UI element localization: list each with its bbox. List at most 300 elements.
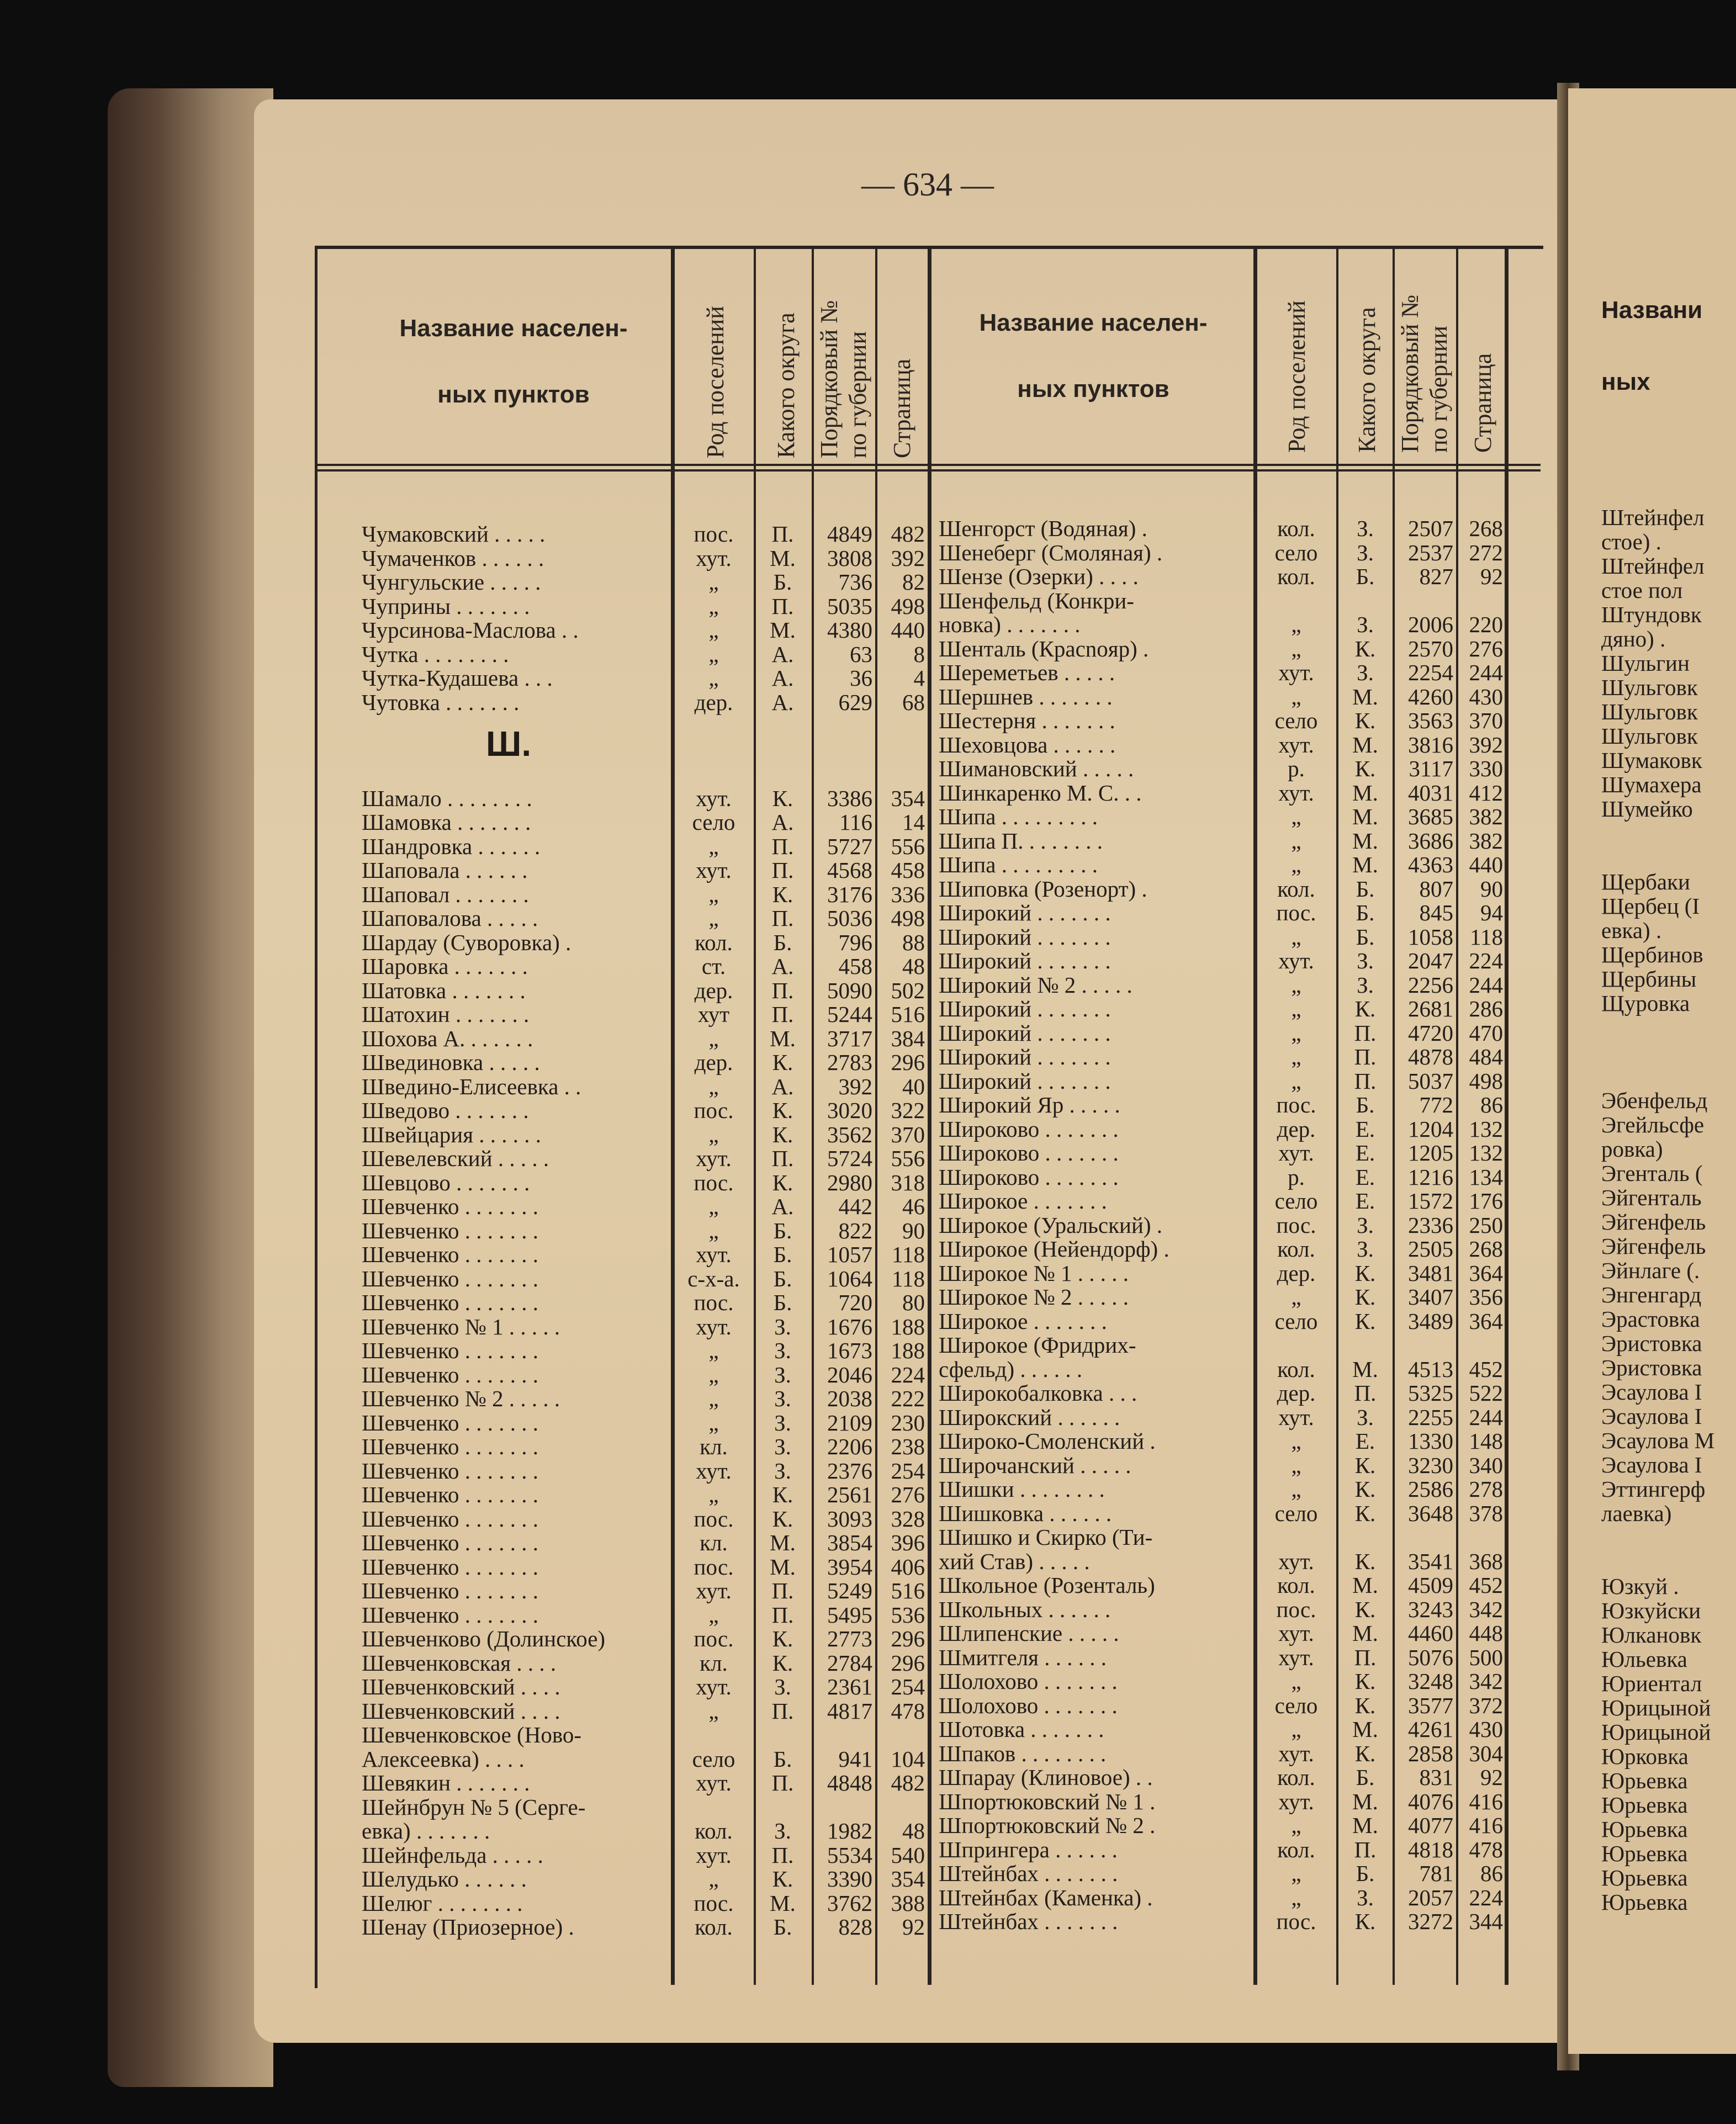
settlement-kind: „ [1291, 635, 1301, 661]
page-reference: 14 [902, 809, 925, 835]
district-code: З. [1357, 612, 1374, 637]
settlement-name: хий Став) . . . . . [939, 1548, 1090, 1574]
settlement-kind: пос. [694, 1098, 734, 1123]
settlement-name: Шелудько . . . . . . [362, 1866, 527, 1892]
serial-number: 2336 [1408, 1212, 1453, 1238]
serial-number: 1673 [827, 1338, 872, 1363]
page-reference: 342 [1469, 1669, 1503, 1694]
district-code: П. [771, 905, 794, 931]
page-reference: 354 [891, 1866, 925, 1892]
settlement-name: Шевченко . . . . . . . [362, 1530, 538, 1555]
page-reference: 176 [1469, 1188, 1503, 1214]
right-page-line: Эсаулова І [1601, 1452, 1702, 1477]
district-code: К. [1354, 1596, 1376, 1622]
settlement-kind: „ [1291, 852, 1301, 877]
right-page-line: Юрьевка [1601, 1768, 1688, 1793]
district-code: З. [774, 1313, 791, 1339]
settlement-kind: „ [1291, 1861, 1301, 1886]
serial-number: 4076 [1408, 1788, 1453, 1814]
settlement-kind: кол. [1277, 1572, 1315, 1598]
settlement-kind: „ [1291, 1884, 1301, 1910]
page-reference: 330 [1469, 756, 1503, 781]
settlement-name: Шевченко . . . . . . . [362, 1217, 538, 1243]
settlement-kind: пос. [694, 1169, 734, 1195]
serial-number: 1057 [827, 1242, 872, 1267]
right-page-line: Юзкуй . [1601, 1574, 1679, 1599]
settlement-name: Шпортюковский № 2 . [939, 1813, 1156, 1838]
settlement-name: Шенеберг (Смоляная) . [939, 539, 1163, 565]
page-reference: 370 [1469, 708, 1503, 733]
settlement-kind: „ [708, 1194, 719, 1219]
settlement-name: Чунгульские . . . . . [362, 569, 541, 595]
page-reference: 148 [1469, 1428, 1503, 1454]
district-code: М. [1352, 1788, 1378, 1814]
settlement-kind: хут. [1278, 1140, 1314, 1166]
table-rule-vertical [875, 246, 877, 1985]
district-code: Б. [773, 1746, 792, 1772]
settlement-kind: пос. [694, 1506, 734, 1532]
page-reference: 392 [891, 545, 925, 571]
page-reference: 268 [1469, 1236, 1503, 1262]
district-code: П. [771, 1578, 794, 1603]
district-code: М. [1352, 1356, 1378, 1382]
settlement-name: Шведино-Елисеевка . . [362, 1073, 581, 1099]
serial-number: 4817 [827, 1698, 872, 1724]
serial-number: 2047 [1408, 948, 1453, 973]
page-reference: 340 [1469, 1452, 1503, 1478]
serial-number: 941 [838, 1746, 872, 1772]
district-code: К. [1354, 1740, 1376, 1766]
settlement-name: Широкский . . . . . . [939, 1404, 1120, 1430]
district-code: А. [771, 809, 794, 835]
settlement-kind: хут. [696, 1458, 732, 1484]
page-reference: 86 [1480, 1092, 1503, 1117]
district-code: К. [772, 785, 793, 811]
settlement-name: Шинкаренко М. С. . . [939, 780, 1142, 806]
settlement-name: Шевченково (Долинское) [362, 1626, 606, 1651]
settlement-kind: хут. [696, 545, 732, 571]
right-page-header: Названи [1601, 296, 1703, 324]
page-reference: 516 [891, 1578, 925, 1603]
serial-number: 3577 [1408, 1692, 1453, 1718]
settlement-kind: „ [708, 1482, 719, 1507]
serial-number: 1982 [827, 1818, 872, 1844]
serial-number: 2537 [1408, 539, 1453, 565]
district-code: К. [1354, 1452, 1376, 1478]
settlement-name: Чумаченков . . . . . . [362, 545, 544, 571]
right-page-line: Энгенгард [1601, 1282, 1702, 1307]
serial-number: 3272 [1408, 1909, 1453, 1934]
serial-number: 4818 [1408, 1836, 1453, 1862]
settlement-kind: „ [1291, 828, 1301, 854]
settlement-kind: хут. [1278, 1788, 1314, 1814]
right-page-line: лаевка) [1601, 1501, 1672, 1526]
settlement-name: Шевченко . . . . . . . [362, 1362, 538, 1387]
district-code: А. [771, 689, 794, 715]
settlement-name: Шевченковская . . . . [362, 1650, 557, 1676]
serial-number: 3816 [1408, 732, 1453, 758]
serial-number: 4720 [1408, 1020, 1453, 1046]
district-code: К. [1354, 756, 1376, 781]
district-code: К. [1354, 1308, 1376, 1334]
settlement-name: Широкий Яр . . . . . [939, 1092, 1120, 1117]
right-page-line: Эйгенфель [1601, 1209, 1706, 1235]
serial-number: 5727 [827, 833, 872, 859]
settlement-kind: кол. [695, 929, 733, 955]
district-code: З. [1357, 1884, 1374, 1910]
page-number: — 634 — [861, 166, 994, 203]
district-code: К. [772, 1866, 793, 1892]
settlement-kind: хут. [1278, 1404, 1314, 1430]
settlement-name: Шипа П. . . . . . . . [939, 828, 1103, 854]
settlement-kind: „ [708, 833, 719, 859]
settlement-name: Шевченковское (Ново- [362, 1722, 582, 1747]
right-page-line: Эсаулова І [1601, 1379, 1702, 1405]
settlement-name: новка) . . . . . . . [939, 612, 1081, 637]
serial-number: 3230 [1408, 1452, 1453, 1478]
page-reference: 80 [902, 1290, 925, 1315]
district-code: Е. [1355, 1164, 1375, 1190]
settlement-name: Чумаковский . . . . . [362, 521, 546, 547]
right-page-header: ных [1601, 368, 1650, 395]
serial-number: 1216 [1408, 1164, 1453, 1190]
settlement-name: Шамало . . . . . . . . [362, 785, 532, 811]
settlement-name: Шершнев . . . . . . . [939, 684, 1113, 709]
settlement-kind: хут. [1278, 780, 1314, 806]
serial-number: 3685 [1408, 804, 1453, 829]
page-reference: 132 [1469, 1116, 1503, 1142]
serial-number: 781 [1419, 1861, 1453, 1886]
serial-number: 5037 [1408, 1068, 1453, 1094]
settlement-name: Широкое № 1 . . . . . [939, 1260, 1129, 1286]
settlement-kind: хут. [696, 1242, 732, 1267]
header-number-2: по губернии [844, 331, 871, 458]
district-code: П. [1354, 1068, 1377, 1094]
serial-number: 2681 [1408, 996, 1453, 1021]
settlement-kind: пос. [1276, 1092, 1316, 1117]
settlement-kind: хут. [1278, 732, 1314, 758]
page-reference: 498 [1469, 1068, 1503, 1094]
right-page-line: Эбенфельд [1601, 1088, 1708, 1113]
settlement-kind: „ [708, 1121, 719, 1147]
settlement-name: Шотовка . . . . . . . [939, 1717, 1104, 1742]
page-reference: 40 [902, 1073, 925, 1099]
settlement-name: Шаровка . . . . . . . [362, 954, 528, 979]
right-page-line: Шумахера [1601, 772, 1702, 797]
settlement-kind: кл. [700, 1434, 728, 1459]
right-page-line: Юрицыной [1601, 1695, 1711, 1720]
settlement-kind: „ [708, 881, 719, 907]
page-reference: 118 [892, 1265, 925, 1291]
right-page-line: Шумейко [1601, 796, 1693, 822]
district-code: А. [771, 641, 794, 667]
district-code: П. [771, 1698, 794, 1724]
page-reference: 224 [891, 1362, 925, 1387]
right-page-line: Юрковка [1601, 1744, 1689, 1769]
page-reference: 406 [891, 1554, 925, 1580]
page-reference: 118 [1470, 924, 1503, 950]
serial-number: 5724 [827, 1146, 872, 1171]
page-reference: 384 [891, 1025, 925, 1051]
settlement-name: Шевченковский . . . . [362, 1698, 560, 1724]
right-page-line: Щуровка [1601, 991, 1690, 1016]
page-reference: 244 [1469, 1404, 1503, 1430]
district-code: К. [772, 1506, 793, 1532]
settlement-kind: пос. [1276, 1596, 1316, 1622]
settlement-name: Шипа . . . . . . . . . [939, 804, 1098, 829]
serial-number: 3762 [827, 1890, 872, 1916]
district-code: К. [1354, 708, 1376, 733]
page-reference: 238 [891, 1434, 925, 1459]
settlement-name: Широкобалковка . . . [939, 1380, 1137, 1406]
page-reference: 276 [1469, 635, 1503, 661]
serial-number: 1058 [1408, 924, 1453, 950]
right-page-line: Эрастовка [1601, 1306, 1700, 1332]
settlement-name: Шевченко . . . . . . . [362, 1434, 538, 1459]
district-code: З. [774, 1818, 791, 1844]
table-rule-vertical [1336, 246, 1338, 1985]
settlement-name: Шейнбрун № 5 (Серге- [362, 1794, 586, 1820]
right-page-line: Эйгенфель [1601, 1233, 1706, 1259]
settlement-kind: „ [708, 1602, 719, 1628]
right-page-line: Шульговк [1601, 699, 1698, 724]
table-rule-vertical [1456, 246, 1458, 1985]
serial-number: 3020 [827, 1098, 872, 1123]
settlement-name: Широкое (Уральский) . [939, 1212, 1163, 1238]
page-reference: 470 [1469, 1020, 1503, 1046]
district-code: М. [1352, 1620, 1378, 1646]
serial-number: 3248 [1408, 1669, 1453, 1694]
settlement-kind: пос. [694, 1626, 734, 1651]
right-page-line: Юрьевка [1601, 1816, 1688, 1842]
district-code: К. [772, 881, 793, 907]
page-reference: 86 [1480, 1861, 1503, 1886]
right-page-line: Щербины [1601, 966, 1697, 992]
serial-number: 5249 [827, 1578, 872, 1603]
settlement-kind: село [1274, 1692, 1318, 1718]
district-code: Б. [1356, 564, 1375, 589]
page-reference: 46 [902, 1194, 925, 1219]
district-code: П. [771, 857, 794, 883]
settlement-kind: дер. [694, 689, 733, 715]
page-reference: 68 [902, 689, 925, 715]
settlement-kind: „ [1291, 1717, 1301, 1742]
settlement-name: Шестерня . . . . . . . [939, 708, 1115, 733]
district-code: Б. [1356, 876, 1375, 902]
settlement-name: Широкий . . . . . . . [939, 948, 1111, 973]
settlement-kind: „ [708, 1217, 719, 1243]
settlement-name: Школьных . . . . . . [939, 1596, 1111, 1622]
district-code: Б. [773, 569, 792, 595]
serial-number: 3808 [827, 545, 872, 571]
serial-number: 3093 [827, 1506, 872, 1532]
settlement-name: Чутка . . . . . . . . [362, 641, 509, 667]
settlement-kind: хут. [1278, 948, 1314, 973]
serial-number: 3563 [1408, 708, 1453, 733]
settlement-kind: „ [708, 1866, 719, 1892]
page-reference: 254 [891, 1674, 925, 1699]
right-page-line: Щербинов [1601, 942, 1703, 967]
settlement-kind: пос. [694, 1890, 734, 1916]
serial-number: 3854 [827, 1530, 872, 1555]
settlement-kind: „ [708, 641, 719, 667]
district-code: П. [771, 593, 794, 619]
settlement-kind: „ [1291, 684, 1301, 709]
district-code: П. [771, 833, 794, 859]
serial-number: 3407 [1408, 1284, 1453, 1310]
right-page-line: Юрьевка [1601, 1889, 1688, 1915]
district-code: К. [772, 1626, 793, 1651]
page-reference: 8 [913, 641, 925, 667]
settlement-name: Чутка-Кудашева . . . [362, 665, 553, 691]
settlement-name: Шлипенские . . . . . [939, 1620, 1119, 1646]
page-reference: 224 [1469, 1884, 1503, 1910]
district-code: З. [774, 1386, 791, 1411]
right-page-line: Шульгин [1601, 650, 1690, 676]
settlement-kind: р. [1288, 756, 1305, 781]
header-number-1: Порядковый № [816, 300, 843, 458]
settlement-kind: „ [1291, 1476, 1301, 1502]
serial-number: 3489 [1408, 1308, 1453, 1334]
district-code: М. [770, 1025, 796, 1051]
page-reference: 220 [1469, 612, 1503, 637]
settlement-name: Шардау (Суворовка) . [362, 929, 571, 955]
serial-number: 2784 [827, 1650, 872, 1676]
page-reference: 354 [891, 785, 925, 811]
page-reference: 516 [891, 1002, 925, 1027]
district-code: М. [770, 1890, 796, 1916]
page-reference: 370 [891, 1121, 925, 1147]
settlement-name: Широкий . . . . . . . [939, 1068, 1111, 1094]
page-reference: 396 [891, 1530, 925, 1555]
settlement-name: Шевченко . . . . . . . [362, 1194, 538, 1219]
district-code: К. [1354, 1548, 1376, 1574]
page-reference: 484 [1469, 1044, 1503, 1069]
page-reference: 90 [902, 1217, 925, 1243]
district-code: М. [1352, 1813, 1378, 1838]
settlement-name: Чурсинова-Маслова . . [362, 617, 579, 643]
district-code: П. [771, 1602, 794, 1628]
serial-number: 3390 [827, 1866, 872, 1892]
right-page-line: Эристовка [1601, 1355, 1702, 1380]
serial-number: 1676 [827, 1313, 872, 1339]
settlement-kind: „ [1291, 972, 1301, 998]
settlement-kind: „ [708, 1698, 719, 1724]
page-reference: 92 [1480, 1765, 1503, 1790]
settlement-name: Шевченко . . . . . . . [362, 1602, 538, 1628]
page-reference: 388 [891, 1890, 925, 1916]
settlement-kind: пос. [694, 1554, 734, 1580]
settlement-kind: дер. [694, 1050, 733, 1075]
settlement-name: Шевченко . . . . . . . [362, 1242, 538, 1267]
district-code: Б. [773, 1914, 792, 1940]
right-page-line: евка) . [1601, 918, 1662, 943]
district-code: К. [772, 1121, 793, 1147]
settlement-name: Шведово . . . . . . . [362, 1098, 529, 1123]
settlement-kind: хут. [696, 1674, 732, 1699]
serial-number: 116 [839, 809, 872, 835]
district-code: М. [1352, 1717, 1378, 1742]
district-code: К. [1354, 1284, 1376, 1310]
header-district-b: Какого округа [1353, 307, 1380, 453]
page-reference: 344 [1469, 1909, 1503, 1934]
district-code: Б. [1356, 924, 1375, 950]
page-reference: 296 [891, 1650, 925, 1676]
page-reference: 94 [1480, 900, 1503, 925]
settlement-kind: село [1274, 539, 1318, 565]
district-code: М. [770, 617, 796, 643]
settlement-kind: село [1274, 708, 1318, 733]
settlement-name: Шатовка . . . . . . . [362, 977, 526, 1003]
header-page-b: Страница [1469, 353, 1496, 453]
settlement-kind: кол. [695, 1818, 733, 1844]
page-reference: 412 [1469, 780, 1503, 806]
page-reference: 286 [1469, 996, 1503, 1021]
page-reference: 224 [1469, 948, 1503, 973]
settlement-name: Шмитгеля . . . . . . [939, 1644, 1107, 1670]
settlement-name: Шпрингера . . . . . . [939, 1836, 1118, 1862]
header-name-line1-b: Название населен- [979, 309, 1208, 336]
page-reference: 328 [891, 1506, 925, 1532]
settlement-kind: пос. [1276, 1909, 1316, 1934]
settlement-kind: кл. [700, 1530, 728, 1555]
serial-number: 36 [850, 665, 872, 691]
right-page-line: ровка) [1601, 1136, 1663, 1162]
page-reference: 430 [1469, 1717, 1503, 1742]
settlement-kind: „ [708, 1073, 719, 1099]
table-rule-horizontal [315, 469, 1541, 472]
settlement-name: Шеховцова . . . . . . [939, 732, 1116, 758]
district-code: М. [1352, 780, 1378, 806]
settlement-kind: „ [1291, 612, 1301, 637]
settlement-name: Шевелевский . . . . . [362, 1146, 549, 1171]
district-code: П. [771, 521, 794, 547]
serial-number: 3386 [827, 785, 872, 811]
page-reference: 336 [891, 881, 925, 907]
settlement-kind: хут. [696, 1842, 732, 1868]
header-name-line1: Название населен- [399, 315, 628, 342]
serial-number: 796 [838, 929, 872, 955]
district-code: З. [774, 1338, 791, 1363]
district-code: М. [770, 1554, 796, 1580]
district-code: З. [774, 1674, 791, 1699]
settlement-name: Шенау (Приозерное) . [362, 1914, 574, 1940]
settlement-name: Шаповал . . . . . . . [362, 881, 529, 907]
serial-number: 5090 [827, 977, 872, 1003]
settlement-kind: „ [708, 569, 719, 595]
header-name-line2-b: ных пунктов [1017, 375, 1169, 402]
settlement-name: Шолохово . . . . . . . [939, 1692, 1118, 1718]
settlement-kind: р. [1288, 1164, 1305, 1190]
right-page-line: Эсаулова М [1601, 1428, 1715, 1453]
district-code: К. [1354, 635, 1376, 661]
right-page-line: Юрьевка [1601, 1792, 1688, 1818]
page-reference: 322 [891, 1098, 925, 1123]
district-code: Б. [1356, 1861, 1375, 1886]
serial-number: 1205 [1408, 1140, 1453, 1166]
serial-number: 831 [1419, 1765, 1453, 1790]
settlement-name: Широкий . . . . . . . [939, 900, 1111, 925]
serial-number: 3717 [827, 1025, 872, 1051]
settlement-kind: „ [1291, 1813, 1301, 1838]
right-page-line: Эйнлаге (. [1601, 1258, 1700, 1283]
serial-number: 2858 [1408, 1740, 1453, 1766]
settlement-name: Швейцария . . . . . . [362, 1121, 542, 1147]
district-code: М. [1352, 804, 1378, 829]
page-reference: 440 [1469, 852, 1503, 877]
serial-number: 2046 [827, 1362, 872, 1387]
page-reference: 268 [1469, 516, 1503, 541]
